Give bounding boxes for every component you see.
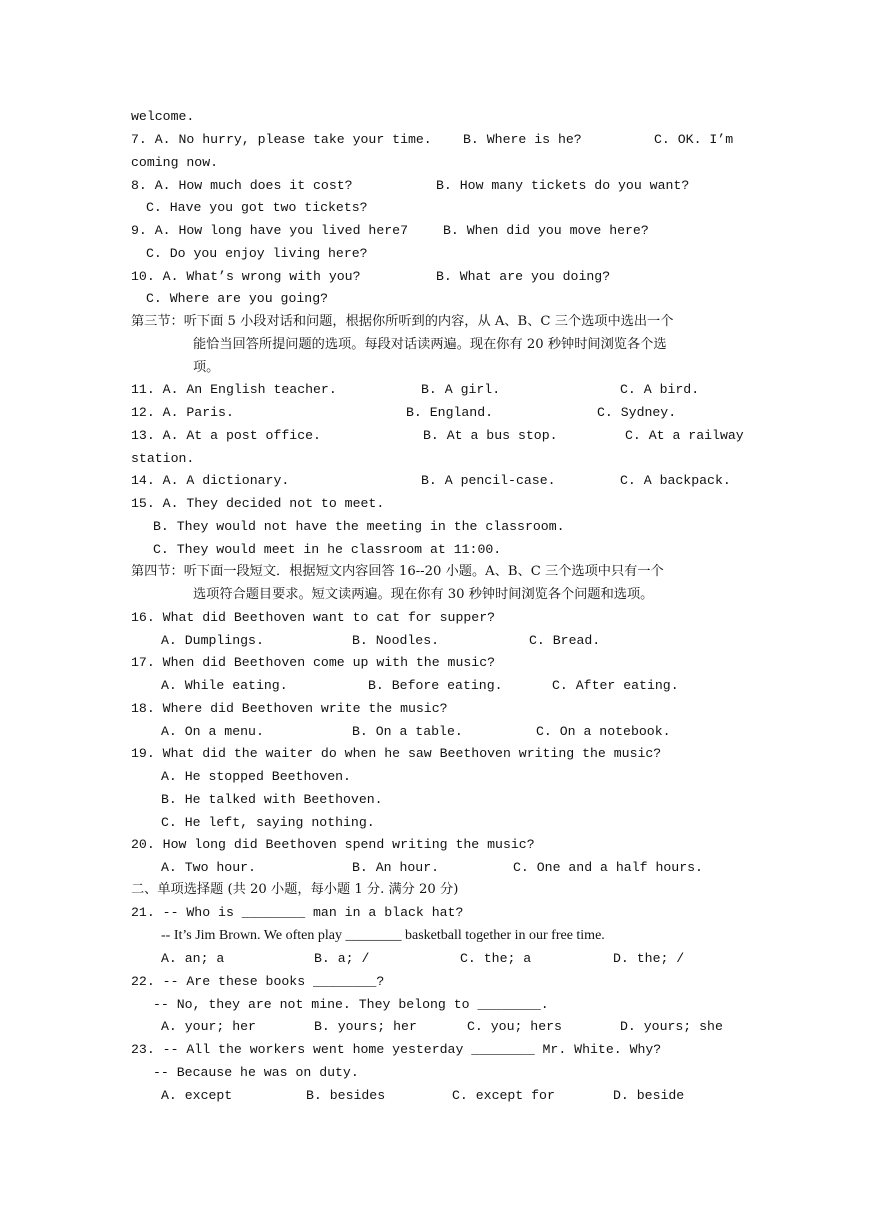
exam-text-line: B. Where is he?	[463, 132, 582, 147]
exam-text-line: A. He stopped Beethoven.	[161, 769, 351, 784]
exam-text-line: C. At a railway	[625, 428, 744, 443]
exam-text-line: C. you; hers	[467, 1019, 562, 1034]
exam-text-line: B. How many tickets do you want?	[436, 178, 690, 193]
exam-text-line: 7. A. No hurry, please take your time.	[131, 132, 432, 147]
section-heading-line: 二、单项选择题 (共 20 小题，每小题 1 分. 满分 20 分)	[131, 882, 459, 897]
exam-text-line: C. One and a half hours.	[513, 860, 703, 875]
section-heading-line: 项。	[193, 360, 220, 375]
exam-text-line: C. the; a	[460, 951, 532, 966]
exam-text-line: B. What are you doing?	[436, 269, 611, 284]
exam-text-line: B. An hour.	[352, 860, 440, 875]
exam-text-line: C. After eating.	[552, 678, 679, 693]
exam-text-line: 21. -- Who is ________ man in a black hat?	[131, 905, 464, 920]
section-heading-line: 第三节：听下面 5 小段对话和问题，根据你所听到的内容，从 A、B、C 三个选项中选出一个	[131, 314, 674, 329]
exam-text-line: B. A girl.	[421, 382, 501, 397]
exam-text-line: C. Do you enjoy living here?	[146, 246, 368, 261]
exam-text-line: C. A backpack.	[620, 473, 731, 488]
exam-text-line: C. OK. I’m	[654, 132, 734, 147]
exam-text-line: 10. A. What’s wrong with you?	[131, 269, 361, 284]
exam-text-line: C. Sydney.	[597, 405, 677, 420]
exam-text-line: B. Before eating.	[368, 678, 503, 693]
exam-text-line: 15. A. They decided not to meet.	[131, 496, 385, 511]
exam-text-line: C. On a notebook.	[536, 724, 671, 739]
exam-text-line: B. He talked with Beethoven.	[161, 792, 383, 807]
exam-text-line: 8. A. How much does it cost?	[131, 178, 353, 193]
section-heading-line: 能恰当回答所提问题的选项。每段对话读两遍。现在你有 20 秒钟时间浏览各个选	[193, 337, 667, 352]
exam-text-line: B. a; /	[314, 951, 370, 966]
exam-text-line: B. At a bus stop.	[423, 428, 558, 443]
exam-text-line: C. A bird.	[620, 382, 700, 397]
exam-text-line: 17. When did Beethoven come up with the music?	[131, 655, 496, 670]
exam-text-line: 11. A. An English teacher.	[131, 382, 337, 397]
exam-text-line: C. Bread.	[529, 633, 601, 648]
exam-text-line: D. beside	[613, 1088, 685, 1103]
exam-text-line: C. He left, saying nothing.	[161, 815, 375, 830]
exam-text-line: B. besides	[306, 1088, 386, 1103]
exam-text-line: D. yours; she	[620, 1019, 723, 1034]
exam-text-line: 18. Where did Beethoven write the music?	[131, 701, 448, 716]
exam-text-line: D. the; /	[613, 951, 685, 966]
exam-text-line: 14. A. A dictionary.	[131, 473, 290, 488]
exam-text-line: B. When did you move here?	[443, 223, 649, 238]
exam-text-line: B. On a table.	[352, 724, 463, 739]
exam-text-line: B. They would not have the meeting in the classroom.	[153, 519, 565, 534]
exam-text-line: A. While eating.	[161, 678, 288, 693]
exam-text-line: -- No, they are not mine. They belong to ________.	[153, 997, 549, 1012]
exam-text-line: welcome.	[131, 109, 195, 124]
exam-text-line: C. They would meet in he classroom at 11:00.	[153, 542, 502, 557]
exam-text-line: B. yours; her	[314, 1019, 417, 1034]
exam-text-line: 23. -- All the workers went home yesterday ________ Mr. White. Why?	[131, 1042, 662, 1057]
exam-text-line: A. Dumplings.	[161, 633, 264, 648]
exam-text-line: B. A pencil-case.	[421, 473, 556, 488]
exam-text-line: B. Noodles.	[352, 633, 440, 648]
exam-text-line: B. England.	[406, 405, 494, 420]
exam-text-line: 13. A. At a post office.	[131, 428, 321, 443]
exam-text-line: 22. -- Are these books ________?	[131, 974, 385, 989]
exam-text-line: C. Where are you going?	[146, 291, 329, 306]
exam-text-line: A. Two hour.	[161, 860, 256, 875]
exam-text-line: 16. What did Beethoven want to cat for supper?	[131, 610, 496, 625]
exam-text-line: station.	[131, 451, 195, 466]
exam-text-line: C. Have you got two tickets?	[146, 200, 368, 215]
exam-text-line: A. your; her	[161, 1019, 256, 1034]
section-heading-line: 第四节：听下面一段短文．根据短文内容回答 16--20 小题。A、B、C 三个选项中只有一个	[131, 564, 664, 579]
section-heading-line: 选项符合题目要求。短文读两遍。现在你有 30 秒钟时间浏览各个问题和选项。	[193, 587, 654, 602]
exam-text-line: C. except for	[452, 1088, 555, 1103]
exam-text-line: 12. A. Paris.	[131, 405, 234, 420]
exam-text-line: -- Because he was on duty.	[153, 1065, 359, 1080]
exam-text-line: 20. How long did Beethoven spend writing the music?	[131, 837, 535, 852]
exam-text-line: coming now.	[131, 155, 219, 170]
exam-text-line: A. except	[161, 1088, 233, 1103]
exam-text-line: 9. A. How long have you lived here7	[131, 223, 408, 238]
exam-text-line: A. On a menu.	[161, 724, 264, 739]
exam-text-line: A. an; a	[161, 951, 225, 966]
exam-text-line: 19. What did the waiter do when he saw Beethoven writing the music?	[131, 746, 662, 761]
exam-text-line: -- It’s Jim Brown. We often play ________ basketball together in our free time.	[161, 928, 605, 943]
